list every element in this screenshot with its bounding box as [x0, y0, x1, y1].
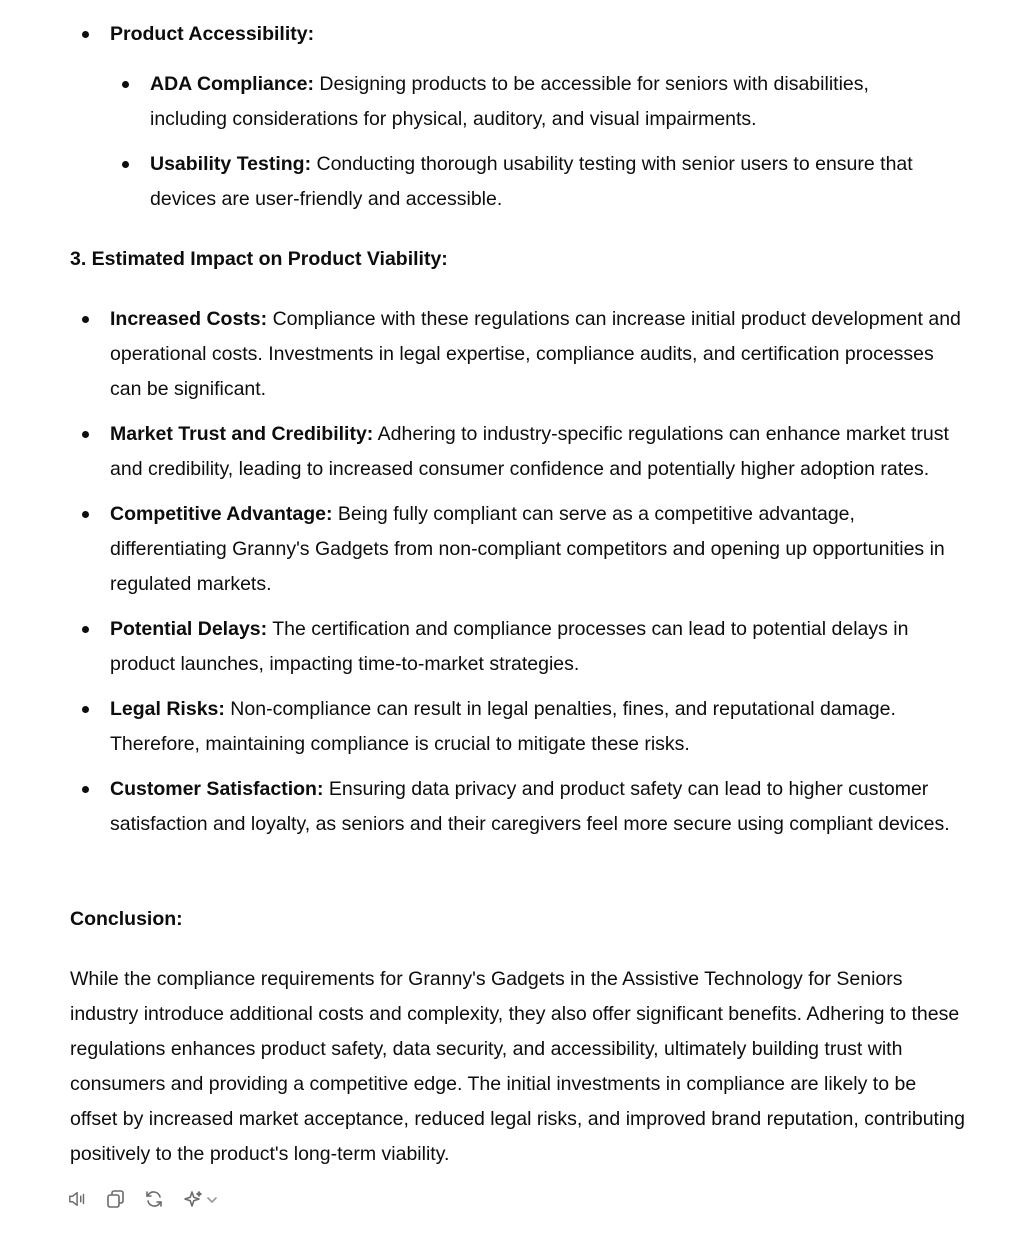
list-item — [70, 497, 970, 602]
list-item — [70, 417, 970, 487]
product-accessibility-list — [70, 17, 970, 52]
conclusion-heading: Conclusion: — [70, 908, 183, 930]
item-label: Legal Risks: — [110, 698, 225, 720]
item-text: The certification and compliance processes can lead to potential delays in product launches, impacting time-to-market strategies. — [110, 618, 909, 675]
item-label: Usability Testing: — [150, 153, 312, 175]
model-switch-button[interactable] — [182, 1186, 220, 1212]
item-text: Non-compliance can result in legal penalties, fines, and reputational damage. Therefore, maintaining compliance is crucial to mitigate these risks. — [110, 698, 896, 755]
list-item — [70, 772, 970, 842]
read-aloud-button[interactable] — [68, 1186, 88, 1212]
impact-list — [70, 302, 970, 842]
copy-icon — [106, 1189, 126, 1209]
item-text: Ensuring data privacy and product safety can lead to higher customer satisfaction and loyalty, as seniors and their caregivers feel more secure using compliant devices. — [110, 778, 950, 835]
list-item — [70, 67, 950, 137]
conclusion-text: While the compliance requirements for Granny's Gadgets in the Assistive Technology for Seniors industry introduce additional costs and complexity, they also offer significant benefits. Adhering to these regulations enhances product safety, data security, and accessibility, ultimately building trust with consumers and providing a competitive edge. The initial investments in compliance are likely to be offset by increased market acceptance, reduced legal risks, and improved brand reputation, contributing positively to the product's long-term viability. — [70, 968, 965, 1165]
copy-button[interactable] — [106, 1186, 126, 1212]
item-label: Customer Satisfaction: — [110, 778, 324, 800]
section-heading: Product Accessibility: — [110, 23, 315, 45]
item-text: Adhering to industry-specific regulations can enhance market trust and credibility, leading to increased consumer confidence and potentially higher adoption rates. — [110, 423, 949, 480]
accessibility-sublist — [70, 67, 950, 217]
item-label: Potential Delays: — [110, 618, 268, 640]
item-text: Designing products to be accessible for seniors with disabilities, including considerations for physical, auditory, and visual impairments. — [150, 73, 869, 130]
item-label: Competitive Advantage: — [110, 503, 333, 525]
list-item — [70, 302, 970, 407]
item-text: Conducting thorough usability testing with senior users to ensure that devices are user-friendly and accessible. — [150, 153, 913, 210]
item-text: Being fully compliant can serve as a competitive advantage, differentiating Granny's Gadgets from non-compliant competitors and opening up opportunities in regulated markets. — [110, 503, 945, 595]
list-item — [70, 147, 950, 217]
read-aloud-icon — [68, 1189, 88, 1209]
model-switch-icon — [182, 1189, 220, 1209]
item-text: Compliance with these regulations can increase initial product development and operational costs. Investments in legal expertise, compliance audits, and certification processes can be significant. — [110, 308, 961, 400]
regenerate-icon — [144, 1189, 164, 1209]
item-label: Market Trust and Credibility: — [110, 423, 374, 445]
list-item — [70, 612, 970, 682]
list-item — [70, 17, 970, 52]
list-item — [70, 692, 970, 762]
message-actions — [68, 1186, 220, 1212]
item-label: Increased Costs: — [110, 308, 268, 330]
impact-heading: 3. Estimated Impact on Product Viability: — [70, 248, 448, 270]
regenerate-button[interactable] — [144, 1186, 164, 1212]
item-label: ADA Compliance: — [150, 73, 314, 95]
